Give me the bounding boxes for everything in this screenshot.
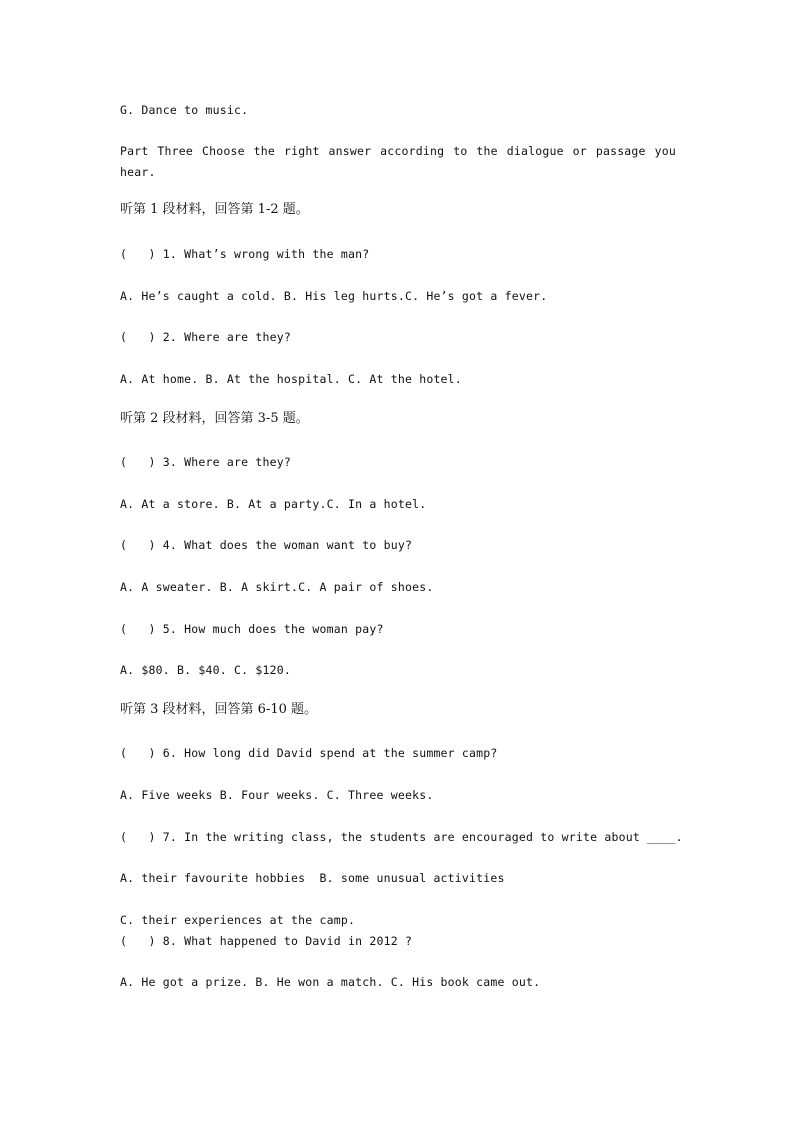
- part-three-instructions: Part Three Choose the right answer according to the dialogue or passage you hear.: [120, 144, 676, 179]
- question-2: ( ) 2. Where are they?: [120, 330, 291, 344]
- question-4-options: A. A sweater. B. A skirt.C. A pair of shoes.: [120, 580, 434, 594]
- question-5: ( ) 5. How much does the woman pay?: [120, 622, 384, 636]
- option-g: G. Dance to music.: [120, 103, 249, 117]
- question-4: ( ) 4. What does the woman want to buy?: [120, 538, 413, 552]
- question-1-options: A. He’s caught a cold. B. His leg hurts.C. He’s got a fever.: [120, 289, 548, 303]
- question-3-options: A. At a store. B. At a party.C. In a hotel.: [120, 497, 427, 511]
- section-heading-1: 听第 1 段材料，回答第 1-2 题。: [120, 202, 309, 217]
- question-1: ( ) 1. What’s wrong with the man?: [120, 247, 370, 261]
- section-heading-2: 听第 2 段材料，回答第 3-5 题。: [120, 411, 309, 426]
- question-2-options: A. At home. B. At the hospital. C. At the hotel.: [120, 372, 462, 386]
- question-8: ( ) 8. What happened to David in 2012 ?: [120, 934, 413, 948]
- question-7-option-c: C. their experiences at the camp.: [120, 913, 356, 927]
- question-5-options: A. $80. B. $40. C. $120.: [120, 663, 291, 677]
- question-7: ( ) 7. In the writing class, the students are encouraged to write about ____.: [120, 830, 683, 844]
- question-7-options-ab: A. their favourite hobbies B. some unusual activities: [120, 871, 505, 885]
- question-6: ( ) 6. How long did David spend at the summer camp?: [120, 746, 498, 760]
- question-8-options: A. He got a prize. B. He won a match. C. His book came out.: [120, 975, 541, 989]
- section-heading-3: 听第 3 段材料，回答第 6-10 题。: [120, 702, 318, 717]
- question-3: ( ) 3. Where are they?: [120, 455, 291, 469]
- question-6-options: A. Five weeks B. Four weeks. C. Three weeks.: [120, 788, 434, 802]
